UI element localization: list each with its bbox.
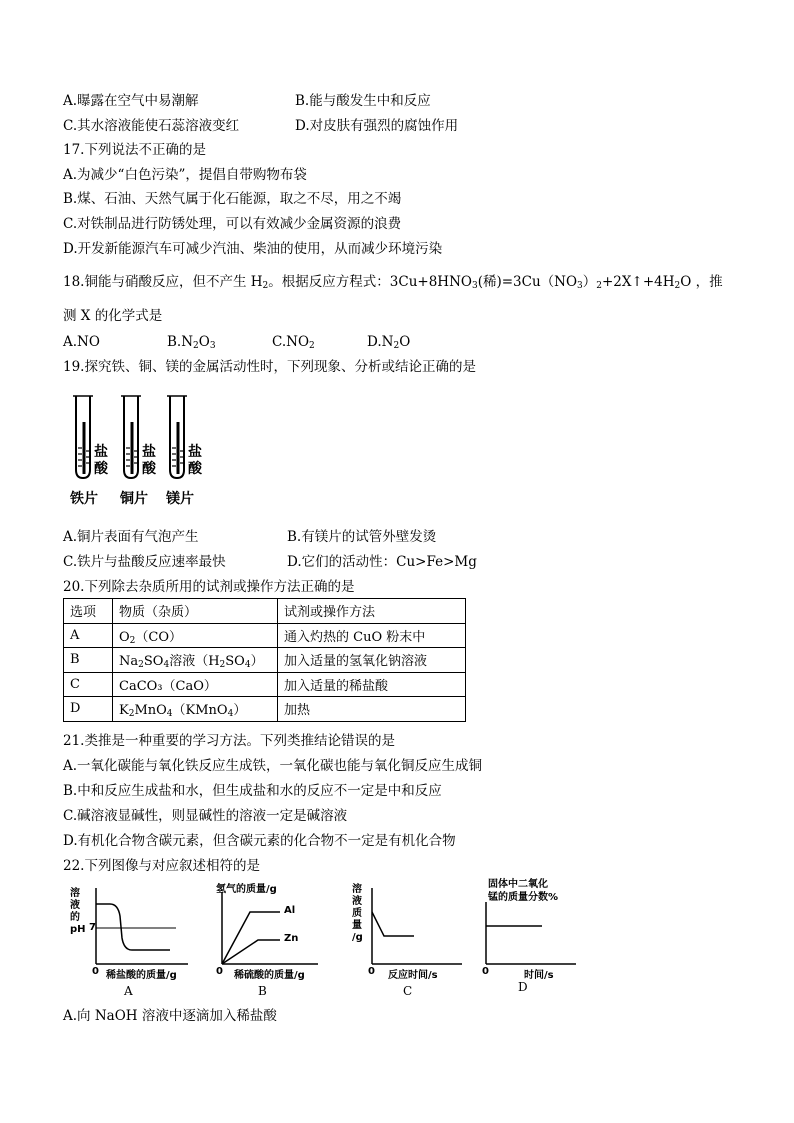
q18-option-d-text: D.N [367,334,394,350]
graph-c-ylabel-2: 液 [352,896,362,907]
test-tube-magnesium [167,396,187,478]
q21-option-b: B.中和反应生成盐和水，但生成盐和水的反应不一定是中和反应 [63,783,442,799]
test-tube-iron [73,396,93,478]
graph-c-svg [350,882,470,1000]
q18-option-b-tail: O [198,334,210,350]
graph-c-ylabel-1: 溶 [352,884,362,895]
q17-option-b: B.煤、石油、天然气属于化石能源，取之不尽，用之不竭 [63,191,402,207]
graph-a-ylabel-1: 溶 [70,888,80,899]
q16-option-d: D.对皮肤有强烈的腐蚀作用 [295,118,459,134]
acid-label-1: 盐酸 [94,444,108,477]
row-substance: $O_2(CO)$ [113,623,278,648]
graph-c-ylabel-3: 质 [352,908,362,919]
test-tube-figure [66,392,226,510]
q17-option-c: C.对铁制品进行防锈处理，可以有效减少金属资源的浪费 [63,216,402,232]
row-option: A [64,623,113,648]
table-row [64,623,466,648]
table-row [64,697,466,722]
q18-option-b-text: B.N [167,334,194,350]
row-method: 通入灼热的 CuO 粉末中 [278,623,466,648]
q19-stem: 19.探究铁、铜、镁的金属活动性时，下列现象、分析或结论正确的是 [63,359,476,375]
graph-c-ylabel-5: /g [352,932,363,943]
q16-option-b: B.能与酸发生中和反应 [295,93,431,109]
tube-label-magnesium: 镁片 [166,491,194,507]
graph-a-tick-7: 7 [89,922,96,933]
graph-b-label-zn: Zn [284,933,299,944]
q18-end: O ，推 [680,274,723,290]
acid-label-2: 盐酸 [142,444,156,477]
graph-d [478,876,588,1000]
q18-option-c-text: C.NO [272,334,310,350]
q19-option-d: D.它们的活动性：Cu>Fe>Mg [287,554,477,570]
q18-stem-post: 。根据反应方程式：3Cu+8HNO [268,274,472,290]
row-option: C [64,672,113,697]
graph-b-al-line [222,912,280,964]
graph-b-caption: B [258,984,267,998]
graph-c-ylabel [352,884,368,944]
graph-d-caption: D [518,980,528,994]
graph-b-label-al: Al [284,905,296,916]
graph-c [350,882,470,1000]
graph-a-ylabel-4: pH [70,924,86,935]
row-method: 加入适量的稀盐酸 [278,672,466,697]
header-option: 选项 [64,599,113,624]
row-substance: $K_2MnO_4(KMnO_4)$ [113,697,278,722]
graph-a-caption: A [124,984,133,998]
q20-table [63,598,466,722]
graph-a-curve [96,904,170,950]
row-method: 加热 [278,697,466,722]
q18-option-c: $C.NO_2$ [272,334,315,351]
graph-d-xlabel: 时间/s [524,970,554,981]
q21-stem: 21.类推是一种重要的学习方法。下列类推结论错误的是 [63,733,395,749]
graph-d-ylabel-1: 固体中二氧化 [488,879,548,890]
graph-c-caption: C [403,984,413,998]
q18-option-a: A.NO [63,334,100,350]
q16-option-a: A.曝露在空气中易潮解 [63,93,199,109]
graph-a [66,882,196,1000]
graph-b-svg [208,878,328,1000]
q17-option-a: A.为减少“白色污染”，提倡自带购物布袋 [63,167,307,183]
q19-option-b: B.有镁片的试管外壁发烫 [287,529,437,545]
graph-b [208,878,328,1000]
table-row [64,648,466,673]
graph-a-ylabel [70,888,90,936]
row-substance: CaCO₃（CaO） [113,672,278,697]
row-option: B [64,648,113,673]
graph-b-ylabel: 氢气的质量/g [216,884,277,895]
q18-option-b: $B.N_2O_3$ [167,334,216,351]
table-header-row [64,599,466,624]
graph-a-xlabel: 稀盐酸的质量/g [106,970,177,981]
q17-option-d: D.开发新能源汽车可减少汽油、柴油的使用，从而减少环境污染 [63,241,443,257]
graph-a-origin: 0 [92,966,99,977]
q18-option-d: $D.N_2O$ [367,334,411,351]
q18-stem-line2: 测 X 的化学式是 [63,308,163,324]
q19-option-a: A.铜片表面有气泡产生 [63,529,199,545]
q22-option-a: A.向 NaOH 溶液中逐滴加入稀盐酸 [63,1008,277,1024]
graph-d-origin: 0 [482,966,489,977]
q21-option-d: D.有机化合物含碳元素，但含碳元素的化合物不一定是有机化合物 [63,833,456,849]
q16-option-c: C.其水溶液能使石蕊溶液变红 [63,118,240,134]
q22-stem: 22.下列图像与对应叙述相符的是 [63,858,260,874]
graph-c-xlabel: 反应时间/s [388,970,438,981]
q21-option-c: C.碱溶液显碱性，则显碱性的溶液一定是碱溶液 [63,808,348,824]
graph-b-zn-line [222,940,280,964]
q18-stem-pre: 18.铜能与硝酸反应，但不产生 H [63,274,263,290]
header-method: 试剂或操作方法 [278,599,466,624]
tube-label-iron: 铁片 [70,491,98,507]
q17-stem: 17.下列说法不正确的是 [63,142,206,158]
graph-b-origin: 0 [216,966,223,977]
table-row [64,672,466,697]
q18-dilute: (稀)=3Cu（NO [477,274,578,290]
graph-c-ylabel-4: 量 [352,920,362,931]
tube-label-copper: 铜片 [120,491,148,507]
graph-d-ylabel [488,878,558,904]
row-substance: $Na_2SO_4$溶液$(H_2SO_4)$ [113,648,278,673]
q19-option-c: C.铁片与盐酸反应速率最快 [63,554,226,570]
header-substance: 物质（杂质） [113,599,278,624]
graph-b-xlabel: 稀硫酸的质量/g [234,970,305,981]
row-option: D [64,697,113,722]
q21-option-a: A.一氧化碳能与氧化铁反应生成铁，一氧化碳也能与氧化铜反应生成铜 [63,758,483,774]
test-tube-copper [121,396,141,478]
graph-d-ylabel-2: 锰的质量分数% [488,892,559,903]
graph-c-origin: 0 [368,966,375,977]
q18-stem: 18.铜能与硝酸反应，但不产生 $H_2$。根据反应方程式：$3Cu+8HNO_3$(稀)$=3Cu(NO_3)_2+2X↑+4H_2O$ ，推 [63,274,723,291]
q20-stem: 20.下列除去杂质所用的试剂或操作方法正确的是 [63,579,355,595]
row-method: 加入适量的氢氧化钠溶液 [278,648,466,673]
graph-a-ylabel-2: 液 [70,900,80,911]
graph-c-curve [372,912,414,936]
graph-a-ylabel-3: 的 [70,912,80,923]
acid-label-3: 盐酸 [188,444,202,477]
q18-option-d-tail: O [399,334,411,350]
q18-product: +2X↑+4H [602,274,675,290]
